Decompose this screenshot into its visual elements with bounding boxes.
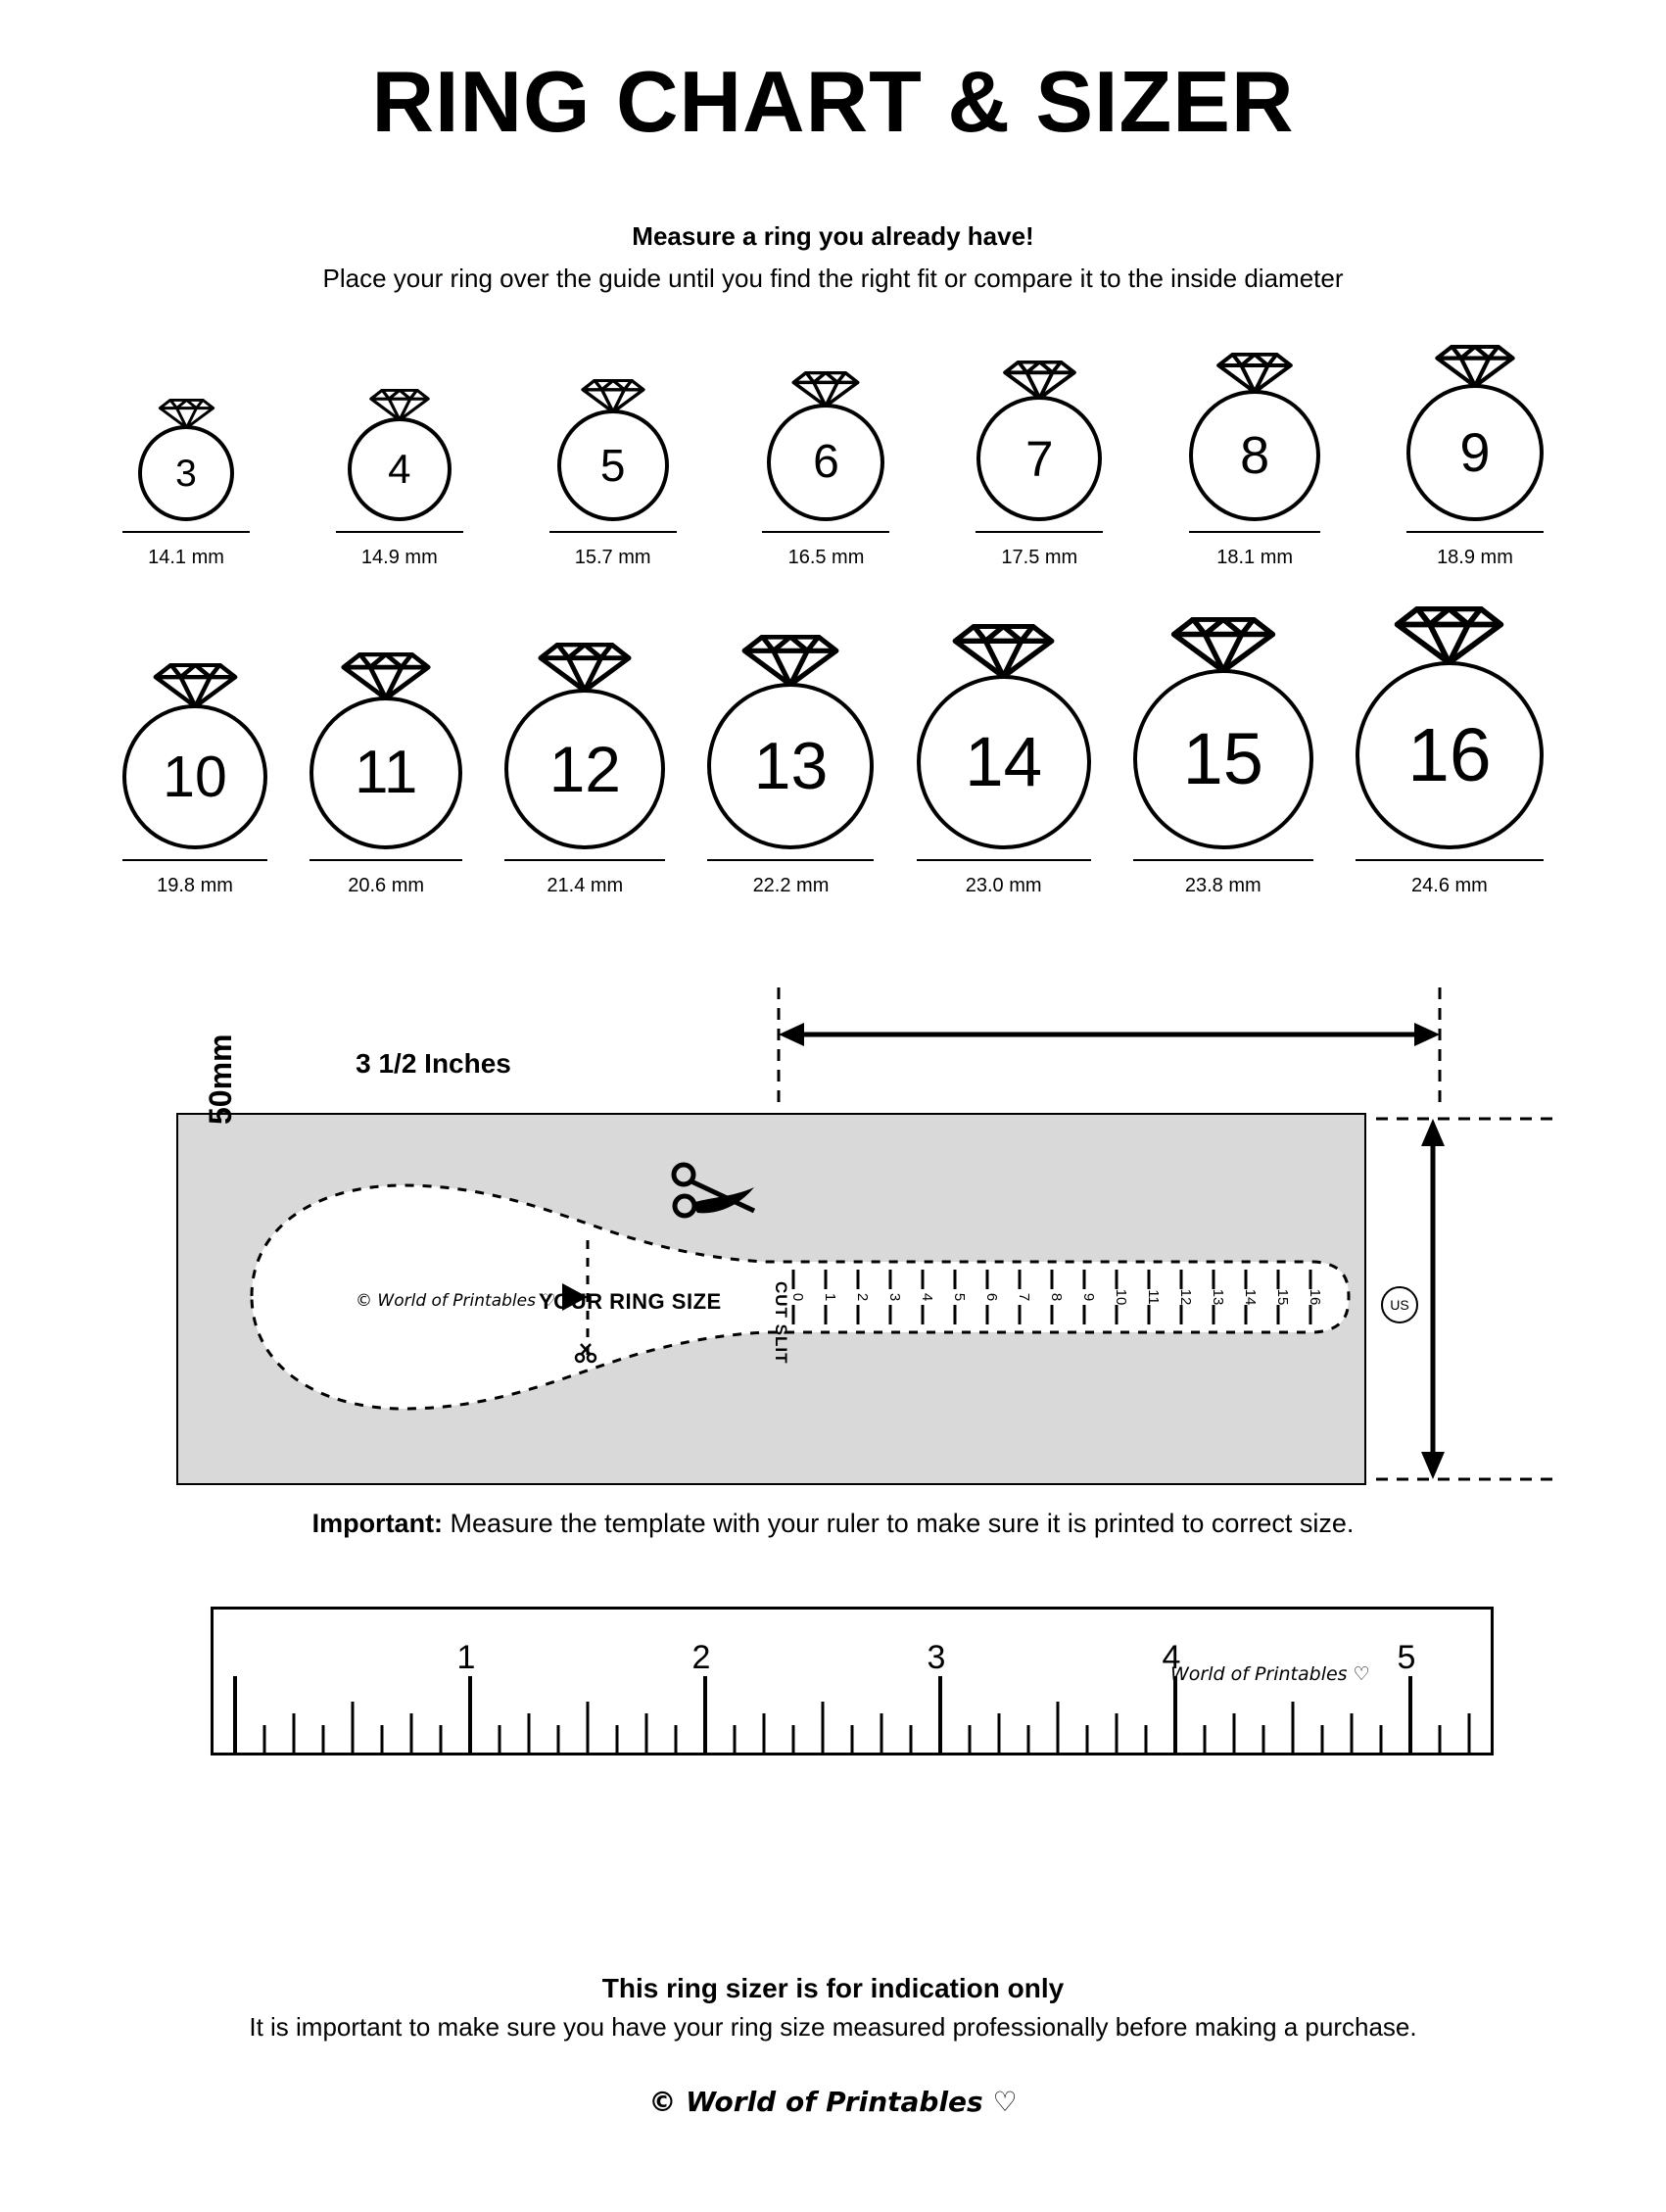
ring-illustration: [138, 399, 234, 521]
ring-illustration: [707, 635, 874, 849]
ring-diameter-label: 24.6 mm: [1356, 859, 1544, 897]
sizer-height-label: 50mm: [203, 1034, 238, 1126]
svg-text:16: 16: [1307, 1289, 1323, 1306]
diamond-icon: [1393, 606, 1505, 665]
ring-diameter-label: 18.9 mm: [1406, 531, 1544, 569]
svg-text:11: 11: [1145, 1289, 1162, 1306]
svg-text:1: 1: [456, 1639, 476, 1677]
diamond-icon: [340, 652, 432, 700]
ring-band: [309, 697, 462, 849]
ring-diameter-label: 14.1 mm: [122, 531, 250, 569]
ring-size-number: 5: [599, 440, 626, 492]
footer-body: It is important to make sure you have your ring size measured professionally before making a purchase.: [249, 2012, 1417, 2042]
ring-size-number: 16: [1407, 712, 1492, 797]
footer-heading: This ring sizer is for indication only: [601, 1973, 1065, 2003]
instructions-block: [93, 221, 1573, 294]
svg-text:5: 5: [1397, 1639, 1416, 1677]
ring-size-row-bottom: [93, 606, 1573, 897]
svg-text:0: 0: [789, 1293, 806, 1302]
ring-illustration: [348, 389, 452, 521]
ring-size-cell: [122, 663, 267, 897]
ring-illustration: [976, 361, 1102, 521]
diamond-icon: [740, 635, 840, 687]
printable-page: [0, 53, 1666, 2212]
ring-size-cell: [707, 635, 874, 897]
ring-size-cell: [122, 399, 250, 569]
svg-text:4: 4: [1162, 1639, 1181, 1677]
ring-size-number: 11: [354, 739, 418, 807]
ring-size-number: 14: [965, 723, 1043, 801]
ring-diameter-label: 20.6 mm: [309, 859, 462, 897]
brand-logo: © World of Printables ♡: [648, 2086, 1018, 2118]
ring-size-number: 7: [1025, 430, 1054, 487]
ring-size-number: 3: [175, 452, 197, 495]
ring-size-cell: [504, 643, 665, 897]
ring-band: [348, 417, 452, 521]
ring-band: [707, 683, 874, 849]
svg-text:8: 8: [1048, 1293, 1065, 1302]
ring-illustration: [1406, 345, 1544, 521]
ring-size-cell: [309, 652, 462, 897]
svg-text:13: 13: [1210, 1289, 1226, 1306]
svg-text:7: 7: [1016, 1293, 1032, 1302]
instructions-body: Place your ring over the guide until you find the right fit or compare it to the inside diameter: [322, 264, 1344, 294]
diamond-icon: [1434, 345, 1516, 388]
width-dimension-arrow: [769, 987, 1450, 1105]
ring-size-cell: [917, 624, 1091, 897]
ring-band: [1133, 669, 1313, 849]
ring-illustration: [1133, 617, 1313, 849]
svg-text:14: 14: [1242, 1289, 1259, 1306]
svg-text:4: 4: [919, 1293, 935, 1302]
ring-size-cell: [336, 389, 463, 569]
svg-text:1: 1: [822, 1293, 838, 1302]
ring-size-number: 9: [1459, 421, 1491, 484]
ring-size-number: 6: [813, 436, 839, 489]
ring-illustration: [767, 371, 884, 521]
svg-text:6: 6: [983, 1293, 1000, 1302]
ring-band: [504, 689, 665, 849]
cut-slit-label: CUT SLIT: [772, 1281, 790, 1365]
ring-band: [122, 704, 267, 849]
diamond-icon: [1002, 361, 1077, 400]
ring-size-number: 8: [1240, 426, 1270, 486]
diamond-icon: [152, 663, 239, 708]
svg-text:3: 3: [927, 1639, 946, 1677]
scissors-icon: [668, 1162, 758, 1219]
ring-band: [557, 409, 669, 521]
ring-size-number: 10: [163, 744, 227, 809]
ring-size-row-top: [93, 345, 1573, 569]
ring-size-cell: [1356, 606, 1544, 897]
diamond-icon: [580, 379, 646, 413]
svg-text:2: 2: [691, 1639, 711, 1677]
ring-size-number: 4: [388, 446, 411, 493]
ring-band: [767, 404, 884, 521]
sizer-template-section: [93, 987, 1573, 1539]
ring-illustration: [1189, 353, 1320, 521]
ring-diameter-label: 18.1 mm: [1189, 531, 1320, 569]
unit-badge-us: US: [1381, 1286, 1418, 1323]
ring-diameter-label: 23.8 mm: [1133, 859, 1313, 897]
important-prefix: Important:: [311, 1509, 444, 1539]
ring-illustration: [1356, 606, 1544, 849]
diamond-icon: [790, 371, 861, 408]
svg-text:9: 9: [1080, 1293, 1097, 1302]
svg-text:10: 10: [1113, 1289, 1129, 1306]
ring-size-cell: [1133, 617, 1313, 897]
footer: [0, 1973, 1666, 2118]
ring-size-cell: [549, 379, 677, 569]
important-note: [93, 1509, 1573, 1539]
ring-diameter-label: 21.4 mm: [504, 859, 665, 897]
ring-size-cell: [1406, 345, 1544, 569]
ring-diameter-label: 17.5 mm: [976, 531, 1103, 569]
sizer-width-label: 3 1/2 Inches: [356, 1048, 511, 1080]
ring-band: [917, 675, 1091, 849]
ruler-watermark: World of Printables ♡: [1170, 1663, 1370, 1686]
ring-diameter-label: 14.9 mm: [336, 531, 463, 569]
svg-text:3: 3: [886, 1293, 903, 1302]
diamond-icon: [1169, 617, 1277, 673]
height-dimension-arrow: [1376, 1113, 1562, 1485]
ring-size-number: 12: [548, 733, 622, 806]
ring-illustration: [122, 663, 267, 849]
svg-text:5: 5: [951, 1293, 968, 1302]
ring-illustration: [557, 379, 669, 521]
ring-size-cell: [762, 371, 889, 569]
ring-band: [976, 396, 1102, 521]
sizer-watermark: © World of Printables ♡: [356, 1291, 556, 1312]
ring-illustration: [917, 624, 1091, 849]
ring-illustration: [504, 643, 665, 849]
ring-size-number: 15: [1182, 718, 1263, 800]
svg-text:15: 15: [1274, 1289, 1291, 1306]
ring-diameter-label: 15.7 mm: [549, 531, 677, 569]
your-ring-size-label: YOUR RING SIZE: [539, 1289, 722, 1315]
page-title: RING CHART & SIZER: [371, 53, 1295, 150]
ring-diameter-label: 22.2 mm: [707, 859, 874, 897]
ring-illustration: [309, 652, 462, 849]
ring-diameter-label: 16.5 mm: [762, 531, 889, 569]
svg-text:2: 2: [854, 1293, 871, 1302]
diamond-icon: [537, 643, 633, 693]
ring-diameter-label: 23.0 mm: [917, 859, 1091, 897]
ring-band: [1406, 384, 1544, 521]
diamond-icon: [1215, 353, 1294, 394]
ring-band: [138, 425, 234, 521]
ring-size-cell: [976, 361, 1103, 569]
ring-diameter-label: 19.8 mm: [122, 859, 267, 897]
ring-band: [1356, 661, 1544, 849]
ring-size-cell: [1189, 353, 1320, 569]
important-text: Measure the template with your ruler to make sure it is printed to correct size.: [443, 1509, 1355, 1539]
diamond-icon: [951, 624, 1056, 679]
instructions-heading: Measure a ring you already have!: [632, 221, 1034, 252]
ring-band: [1189, 390, 1320, 521]
svg-text:12: 12: [1177, 1289, 1194, 1306]
ring-size-number: 13: [753, 729, 829, 804]
inch-ruler-section: [93, 1607, 1573, 1763]
